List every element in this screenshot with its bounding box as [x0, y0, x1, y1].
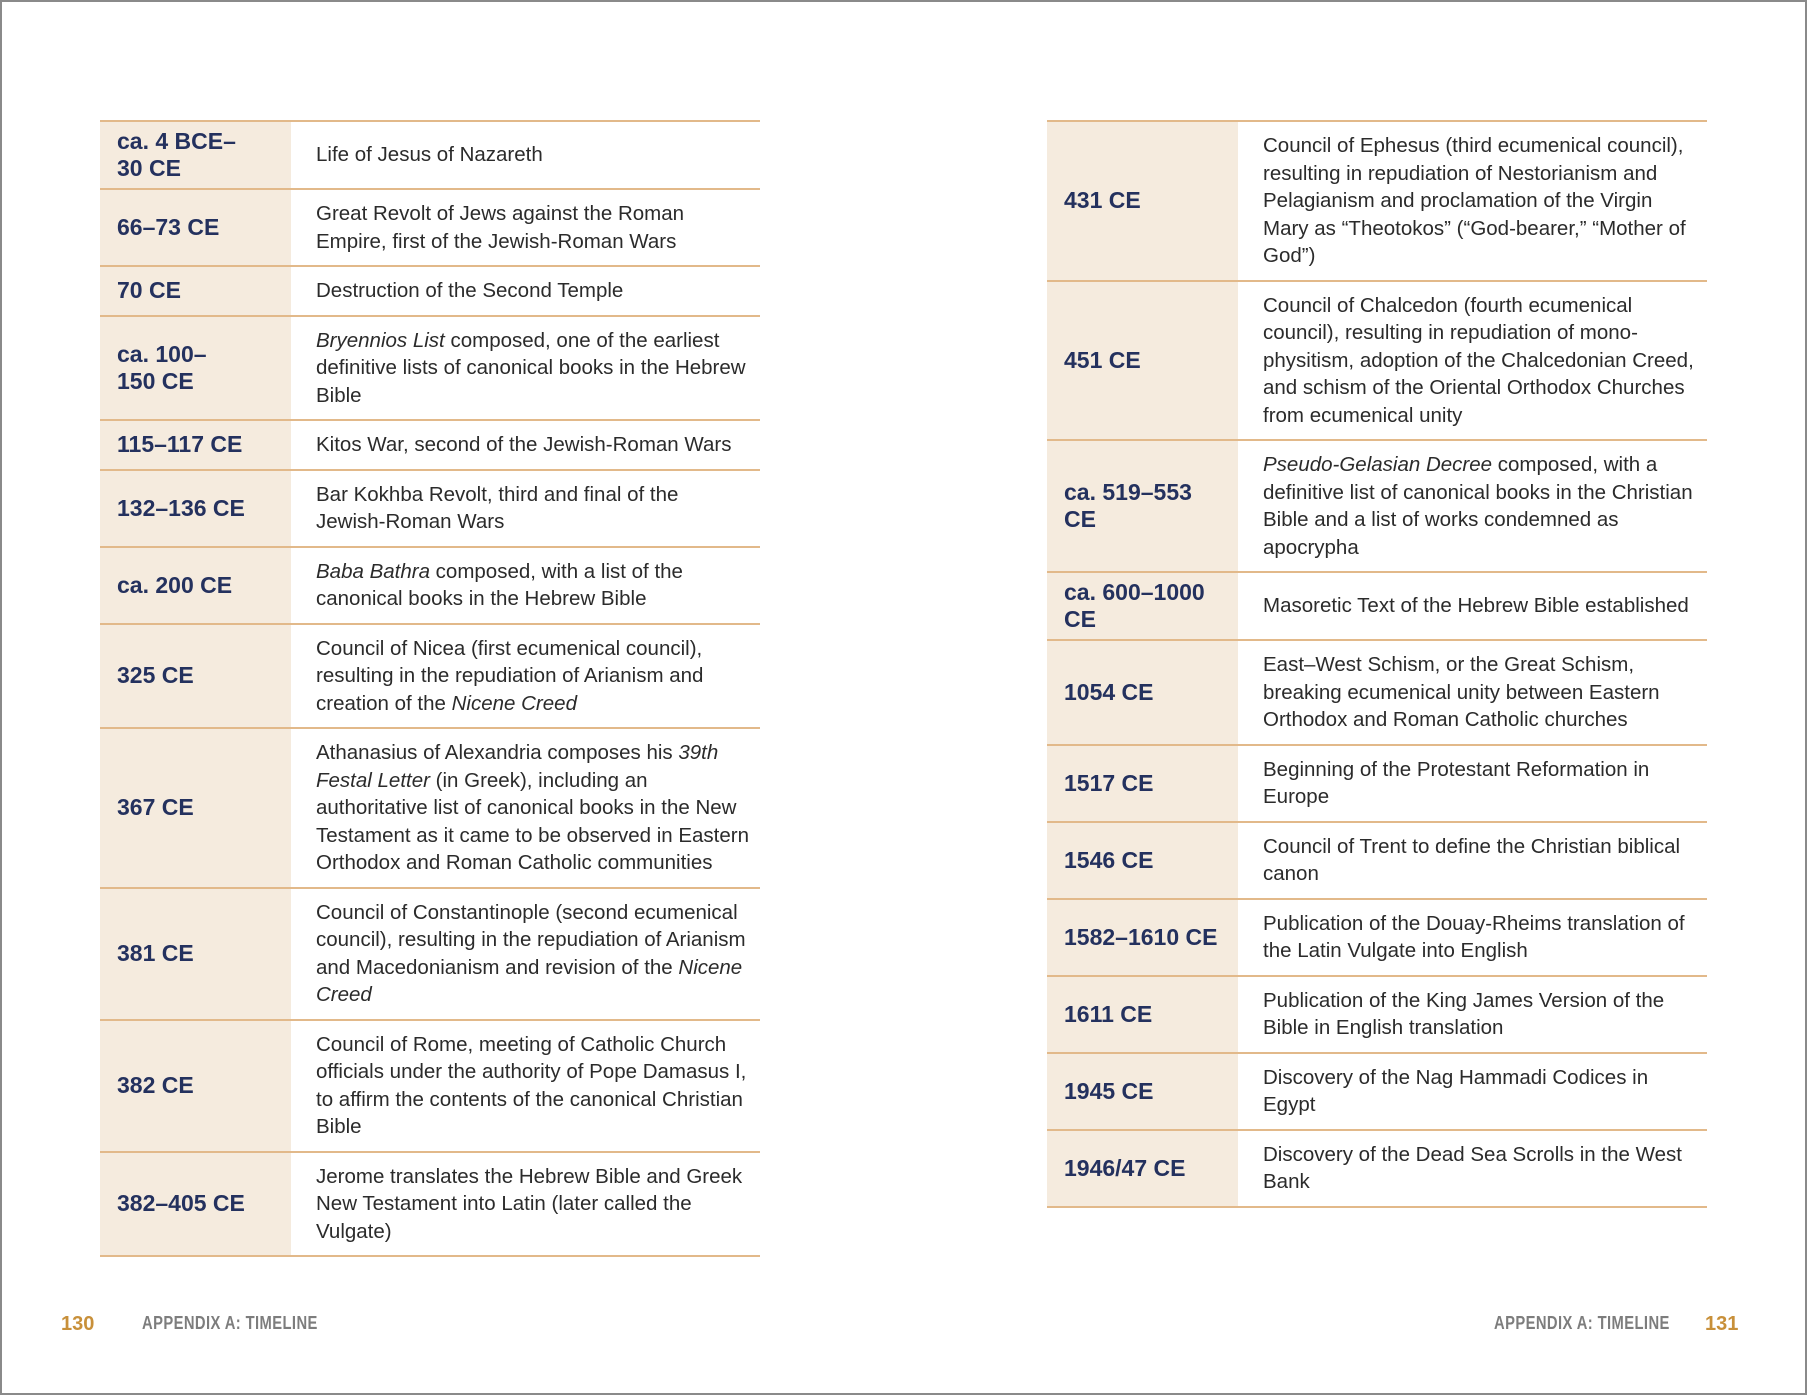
event-text: composed, with a list of the canonical books in the Hebrew Bible — [316, 559, 683, 610]
timeline-row — [100, 1020, 760, 1152]
timeline-event — [291, 266, 760, 316]
timeline-row — [1047, 440, 1707, 572]
timeline-event — [1238, 822, 1707, 899]
timeline-row — [1047, 1130, 1707, 1207]
event-text: Great Revolt of Jews against the Roman Empire, first of the Jewish-Roman Wars — [316, 202, 685, 253]
event-text: Bar Kokhba Revolt, third and final of the Jewish-Roman Wars — [316, 482, 679, 533]
timeline-row — [100, 266, 760, 316]
timeline-row — [100, 316, 760, 421]
timeline-date: 451 CE — [1047, 281, 1238, 441]
event-text: Jerome translates the Hebrew Bible and Greek New Testament into Latin (later called the Vulgate) — [316, 1164, 743, 1243]
timeline-row — [1047, 281, 1707, 441]
timeline-date: ca. 4 BCE– 30 CE — [100, 121, 291, 189]
timeline-row — [1047, 822, 1707, 899]
event-title-italic: Baba Bathra — [316, 559, 430, 583]
timeline-event — [291, 121, 760, 189]
event-text: composed, one of the earliest definitive lists of canonical books in the Hebrew Bible — [316, 328, 746, 407]
timeline-row — [100, 728, 760, 888]
timeline-row — [100, 624, 760, 729]
event-text: Council of Constantinople (second ecumenical council), resulting in the repudiation of Arianism and Macedonianism and revision of the — [316, 900, 746, 979]
timeline-date: 70 CE — [100, 266, 291, 316]
timeline-event — [1238, 745, 1707, 822]
timeline-row — [100, 470, 760, 547]
timeline-date: 382–405 CE — [100, 1152, 291, 1257]
event-text: Discovery of the Nag Hammadi Codices in Egypt — [1263, 1065, 1649, 1116]
timeline-row — [100, 547, 760, 624]
timeline-event — [291, 1152, 760, 1257]
timeline-event — [1238, 640, 1707, 745]
timeline-row — [1047, 572, 1707, 640]
event-title-italic: Pseudo-Gelasian Decree — [1263, 453, 1493, 476]
event-text: (in Greek), including an authoritative list of canonical books in the New Testament as it came to be observed in Eastern Orthodox and Roman Catholic communities — [316, 768, 750, 874]
timeline-row — [100, 121, 760, 189]
timeline-event — [1238, 976, 1707, 1053]
event-text: Council of Nicea (first ecumenical council), resulting in the repudiation of Arianism and creation of the — [316, 636, 704, 715]
event-text: Council of Trent to define the Christian biblical canon — [1263, 834, 1681, 885]
event-text: Beginning of the Protestant Reformation in Europe — [1263, 757, 1650, 808]
timeline-event — [291, 470, 760, 547]
timeline-event — [291, 420, 760, 470]
timeline-date: 1546 CE — [1047, 822, 1238, 899]
running-head-right: APPENDIX A: TIMELINE — [1494, 1313, 1670, 1333]
event-text: Council of Rome, meeting of Catholic Church officials under the authority of Pope Damasus I, to affirm the contents of the canonical Christian Bible — [316, 1032, 747, 1138]
timeline-row — [1047, 899, 1707, 976]
timeline-row — [100, 420, 760, 470]
timeline-event — [291, 888, 760, 1020]
timeline-date: 1945 CE — [1047, 1053, 1238, 1130]
timeline-date: 1517 CE — [1047, 745, 1238, 822]
timeline-event — [1238, 572, 1707, 640]
right-page — [1047, 120, 1707, 1208]
timeline-row — [100, 189, 760, 266]
timeline-date: ca. 600–1000 CE — [1047, 572, 1238, 640]
timeline-row — [1047, 121, 1707, 281]
timeline-date: ca. 100– 150 CE — [100, 316, 291, 421]
event-text: East–West Schism, or the Great Schism, breaking ecumenical unity between Eastern Orthodox and Roman Catholic churches — [1263, 653, 1660, 731]
timeline-event — [1238, 281, 1707, 441]
timeline-event — [291, 624, 760, 729]
event-title-italic: Nicene Creed — [451, 691, 577, 715]
timeline-event — [1238, 899, 1707, 976]
timeline-event — [1238, 1053, 1707, 1130]
timeline-date: ca. 200 CE — [100, 547, 291, 624]
timeline-event — [1238, 1130, 1707, 1207]
event-title-italic: Nicene Creed — [316, 955, 743, 1006]
running-head-left: APPENDIX A: TIMELINE — [142, 1313, 318, 1333]
timeline-row — [1047, 640, 1707, 745]
event-text: Council of Ephesus (third ecumenical council), resulting in repudiation of Nestorianism and Pelagianism and proclamation of the Virgin Mary as “Theotokos” (“God-bearer,” “Mother of God”) — [1263, 134, 1686, 267]
timeline-row — [1047, 1053, 1707, 1130]
timeline-event — [1238, 440, 1707, 572]
event-text: Kitos War, second of the Jewish-Roman Wars — [316, 433, 732, 456]
event-text: Life of Jesus of Nazareth — [316, 143, 543, 167]
event-text: composed, with a definitive list of canonical books in the Christian Bible and a list of works condemned as apocrypha — [1263, 453, 1693, 559]
event-text: Masoretic Text of the Hebrew Bible established — [1263, 594, 1689, 618]
timeline-date: 367 CE — [100, 728, 291, 888]
timeline-row — [100, 888, 760, 1020]
left-page — [100, 120, 760, 1257]
timeline-event — [291, 547, 760, 624]
timeline-date: 1946/47 CE — [1047, 1130, 1238, 1207]
event-text: Council of Chalcedon (fourth ecumenical council), resulting in repudiation of monophysitism, adoption of the Chalcedonian Creed, and schism of the Oriental Orthodox Churches from ecumenical unity — [1263, 293, 1694, 427]
event-title-italic: Bryennios List — [316, 328, 445, 352]
timeline-date: 382 CE — [100, 1020, 291, 1152]
event-title-italic: 39th Festal Letter — [316, 741, 719, 792]
timeline-row — [1047, 745, 1707, 822]
timeline-table-left — [100, 120, 760, 1257]
event-text: Publication of the Douay-Rheims translation of the Latin Vulgate into English — [1263, 911, 1685, 962]
page-number-right: 131 — [1705, 1313, 1739, 1335]
timeline-event — [291, 1020, 760, 1152]
timeline-event — [291, 728, 760, 888]
timeline-date: 1582–1610 CE — [1047, 899, 1238, 976]
timeline-date: 1054 CE — [1047, 640, 1238, 745]
event-text: Discovery of the Dead Sea Scrolls in the West Bank — [1263, 1142, 1682, 1193]
event-text: Athanasius of Alexandria composes his — [316, 741, 679, 764]
event-text: Destruction of the Second Temple — [316, 279, 624, 302]
timeline-date: 66–73 CE — [100, 189, 291, 266]
timeline-table-right — [1047, 120, 1707, 1208]
timeline-date: 381 CE — [100, 888, 291, 1020]
timeline-date: 115–117 CE — [100, 420, 291, 470]
event-text: Publication of the King James Version of the Bible in English translation — [1263, 988, 1665, 1039]
timeline-date: 132–136 CE — [100, 470, 291, 547]
timeline-date: 1611 CE — [1047, 976, 1238, 1053]
timeline-row — [1047, 976, 1707, 1053]
timeline-event — [291, 316, 760, 421]
page-number-left: 130 — [61, 1313, 95, 1335]
timeline-date: 325 CE — [100, 624, 291, 729]
timeline-date: ca. 519–553 CE — [1047, 440, 1238, 572]
timeline-event — [1238, 121, 1707, 281]
timeline-row — [100, 1152, 760, 1257]
timeline-date: 431 CE — [1047, 121, 1238, 281]
timeline-event — [291, 189, 760, 266]
